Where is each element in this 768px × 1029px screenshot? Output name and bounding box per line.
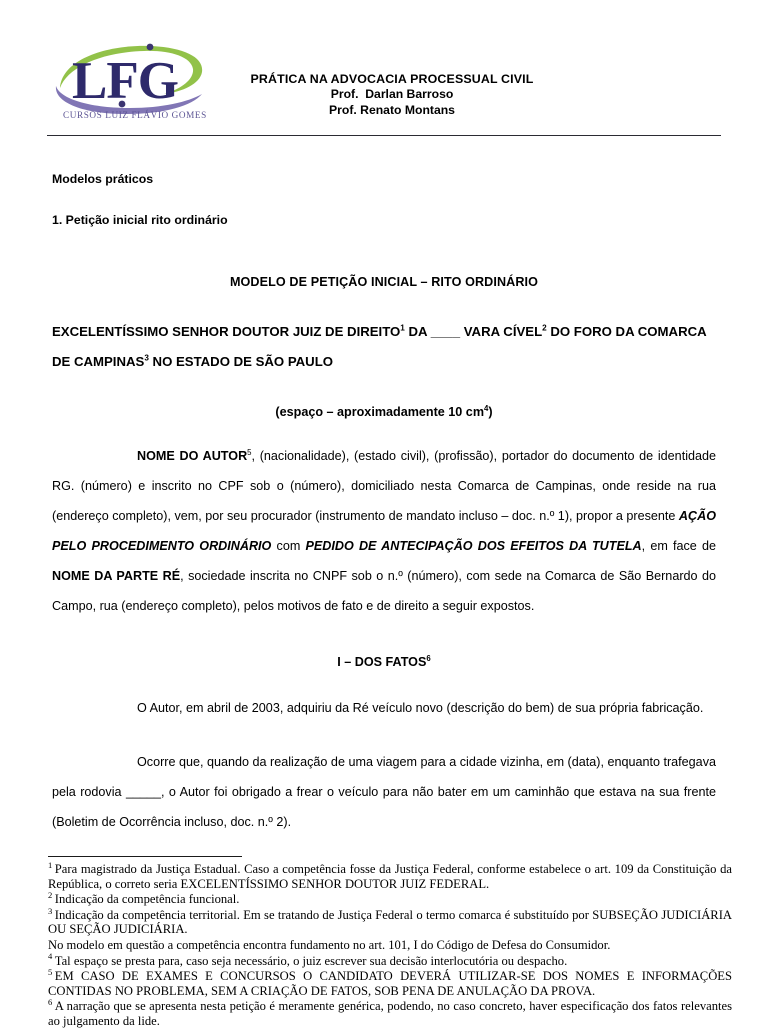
models-label: Modelos práticos	[52, 172, 154, 186]
defendant-name-placeholder: NOME DA PARTE RÉ	[52, 569, 181, 583]
footnote-marker: 5	[48, 966, 53, 977]
space-note-close: )	[488, 405, 493, 419]
paragraph-facts-1	[52, 669, 716, 723]
footnote-item	[48, 968, 732, 998]
address-blank-field: ____	[430, 324, 461, 339]
footnote-text: Para magistrado da Justiça Estadual. Caso a competência fosse da Justiça Federal, conforme estabelece o art. 109 da Constituição da República, o correto seria EXCELENTÍSSIMO SENHOR DOUTOR JUIZ FEDERAL.	[48, 862, 732, 891]
page-header	[0, 0, 768, 128]
qualification-text-2: com	[271, 539, 306, 553]
space-note-text: (espaço – aproximadamente 10 cm	[275, 405, 485, 419]
footnote-item	[48, 998, 732, 1028]
header-divider	[47, 135, 721, 136]
address-segment-1: EXCELENTÍSSIMO SENHOR DOUTOR JUIZ DE DIREITO	[52, 324, 401, 339]
paragraph-party-qualification	[52, 419, 716, 621]
address-segment-2: DA	[404, 324, 431, 339]
footnote-text: No modelo em questão a competência encontra fundamento no art. 101, I do Código de Defesa do Consumidor.	[48, 937, 611, 952]
facts-text-2a: Ocorre que, quando da realização de uma viagem para a cidade vizinha, em (data), enquanto trafegava pela rodovia	[52, 755, 716, 799]
footnote-marker: 4	[48, 951, 53, 962]
footnote-text: Tal espaço se presta para, caso seja necessário, o juiz escrever sua decisão interlocutória ou despacho.	[54, 953, 568, 968]
facts-text-1: O Autor, em abril de 2003, adquiriu da Ré veículo novo (descrição do bem) de sua própria fabricação.	[137, 701, 704, 715]
course-title: PRÁTICA NA ADVOCACIA PROCESSUAL CIVIL	[250, 72, 534, 86]
qualification-text-4: , sociedade inscrita no CNPF sob o n.º (número), com sede na Comarca de São Bernardo do Campo, rua (endereço completo), pelos motivos de fato e de direito a seguir expostos.	[52, 569, 716, 613]
model-item-1: 1. Petição inicial rito ordinário	[52, 213, 228, 227]
footnote-area	[48, 856, 732, 1029]
facts-text-2b: , o Autor foi obrigado a frear o veículo para não bater em um caminhão que estava na sua frente (Boletim de Ocorrência incluso, doc. n.º 2).	[52, 785, 716, 829]
footnote-ref-4: 4	[484, 403, 489, 413]
footnote-item	[48, 907, 732, 937]
tutela-request-emphasis: PEDIDO DE ANTECIPAÇÃO DOS EFEITOS DA TUTELA	[305, 539, 642, 553]
space-instruction-note	[52, 377, 716, 419]
footnote-text: Indicação da competência territorial. Em se tratando de Justiça Federal o termo comarca é substituído por SUBSEÇÃO JUDICIÁRIA OU SEÇÃO JUDICIÁRIA.	[48, 907, 732, 937]
footnote-item	[48, 861, 732, 891]
footnote-ref-2: 2	[542, 323, 547, 333]
footnote-marker: 3	[48, 905, 53, 916]
qualification-text-3: , em face de	[641, 539, 716, 553]
footnote-text: A narração que se apresenta nesta petição é meramente genérica, podendo, no caso concreto, haver especificação dos fatos relevantes ao julgamento da lide.	[48, 999, 732, 1028]
lfg-logo	[52, 42, 212, 124]
page-title: MODELO DE PETIÇÃO INICIAL – RITO ORDINÁRIO	[229, 275, 539, 289]
footnote-ref-1: 1	[400, 323, 405, 333]
footnote-marker: 1	[48, 859, 53, 870]
footnote-marker: 6	[48, 997, 53, 1008]
footnote-text: Indicação da competência funcional.	[54, 892, 240, 907]
action-type-emphasis: AÇÃO PELO PROCEDIMENTO ORDINÁRIO	[52, 509, 717, 553]
footnote-text: EM CASO DE EXAMES E CONCURSOS O CANDIDATO DEVERÁ UTILIZAR-SE DOS NOMES E INFORMAÇÕES CONTIDAS NO PROBLEMA, SEM A CRIAÇÃO DE FATOS, SOB PENA DE ANULAÇÃO DA PROVA.	[48, 969, 732, 998]
svg-text:LFG: LFG	[72, 52, 178, 110]
professor-name-2: Prof. Renato Montans	[329, 102, 455, 117]
addressing-clause	[52, 289, 716, 377]
footnote-ref-6: 6	[426, 653, 431, 663]
section-heading-text: I – DOS FATOS	[337, 655, 427, 669]
footnote-separator	[48, 856, 242, 857]
highway-blank-field: _____	[125, 785, 161, 799]
paragraph-facts-2	[52, 723, 716, 837]
address-segment-4: DO FORO DA COMARCA DE CAMPINAS	[52, 324, 707, 369]
footnote-item	[48, 891, 732, 907]
professor-name-1: Prof. Darlan Barroso	[330, 87, 454, 101]
footnote-ref-5: 5	[247, 447, 252, 457]
header-title-block	[196, 71, 588, 118]
section-heading-facts	[52, 621, 716, 669]
footnote-ref-3: 3	[144, 353, 149, 363]
svg-text:CURSOS LUIZ FLÁVIO GOMES: CURSOS LUIZ FLÁVIO GOMES	[63, 110, 207, 120]
footnote-item	[48, 937, 732, 953]
address-segment-5: NO ESTADO DE SÃO PAULO	[148, 354, 334, 369]
footnote-marker: 2	[48, 890, 53, 900]
address-segment-3: VARA CÍVEL	[460, 324, 543, 339]
footnote-item	[48, 953, 732, 969]
document-body	[52, 160, 716, 837]
qualification-text-1: , (nacionalidade), (estado civil), (profissão), portador do documento de identidade RG. (número) e inscrito no CPF sob o (número), domiciliado nesta Comarca de Campinas, onde reside na rua (endereço completo), vem, por seu procurador (instrumento de mandato incluso – doc. n.º 1), propor a presente	[52, 449, 717, 523]
author-name-placeholder: NOME DO AUTOR	[137, 449, 248, 463]
